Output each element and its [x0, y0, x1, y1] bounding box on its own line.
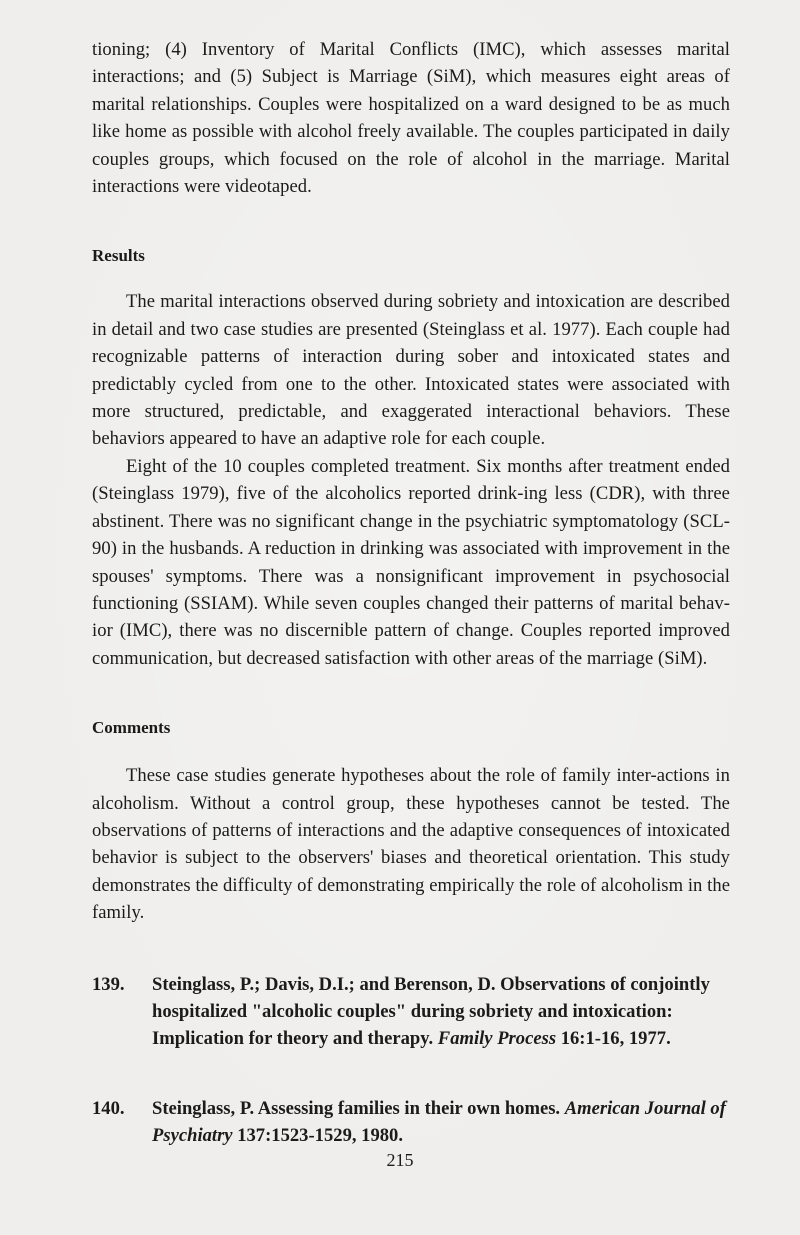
reference-citation: 16:1-16, 1977. [556, 1028, 671, 1050]
reference-journal: Family Process [437, 1028, 557, 1050]
reference-text [152, 1095, 730, 1150]
top-paragraph: tioning; (4) Inventory of Marital Conflicts (IMC), which assesses marital interactions; and (5) Subject is Marriage (SiM), which measures eight areas of marital relationships. Couples were hospitalized on a ward designed to be as much like home as possible with alcohol freely available. The couples participated in daily couples groups, which focused on the role of alcohol in the marriage. Marital interactions were videotaped. [92, 39, 730, 198]
reference-number: 140. [92, 1097, 125, 1119]
reference-authors-title: Steinglass, P.; Davis, D.I.; and Berenson, D. Observations of conjointly hospitalized "alcoholic couples" during sobriety and intoxication: Implication for theory and therapy. [152, 973, 710, 1050]
reference-number: 139. [92, 973, 125, 995]
page-number: 215 [386, 1150, 414, 1170]
reference-journal: American Journal of Psychiatry [152, 1097, 726, 1147]
reference-citation: 137:1523-1529, 1980. [232, 1125, 403, 1147]
reference-text [152, 971, 730, 1053]
comments-heading: Comments [92, 718, 171, 738]
references-list [92, 971, 730, 1150]
results-heading: Results [92, 246, 145, 266]
results-paragraph-2: Eight of the 10 couples completed treatment. Six months after treatment ended (Steinglass 1979), five of the alcoholics reported drink-ing less (CDR), with three abstinent. There was no significant change in the psychiatric symptomatology (SCL-90) in the husbands. A reduction in drinking was associated with improvement in the spouses' symptoms. There was a nonsignificant improvement in psychosocial functioning (SSIAM). While seven couples changed their patterns of marital behav-ior (IMC), there was no discernible pattern of change. Couples reported improved communication, but decreased satisfaction with other areas of the marriage (SiM). [92, 455, 730, 669]
reference-item [92, 1095, 730, 1150]
results-paragraph-1: The marital interactions observed during sobriety and intoxication are described in detail and two case studies are presented (Steinglass et al. 1977). Each couple had recognizable patterns of interaction during sober and intoxicated states and predictably cycled from one to the other. Intoxicated states were associated with more structured, predictable, and exaggerated interactional behaviors. These behaviors appeared to have an adaptive role for each couple. [92, 291, 730, 450]
comments-paragraph: These case studies generate hypotheses about the role of family inter-actions in alcoholism. Without a control group, these hypotheses cannot be tested. The observations of patterns of interactions and the adaptive consequences of intoxicated behavior is subject to the observers' biases and theoretical orientation. This study demonstrates the difficulty of demonstrating empirically the role of alcoholism in the family. [92, 765, 730, 924]
reference-authors-title: Steinglass, P. Assessing families in their own homes. [152, 1097, 565, 1119]
page-content [92, 36, 730, 1192]
reference-item [92, 971, 730, 1053]
